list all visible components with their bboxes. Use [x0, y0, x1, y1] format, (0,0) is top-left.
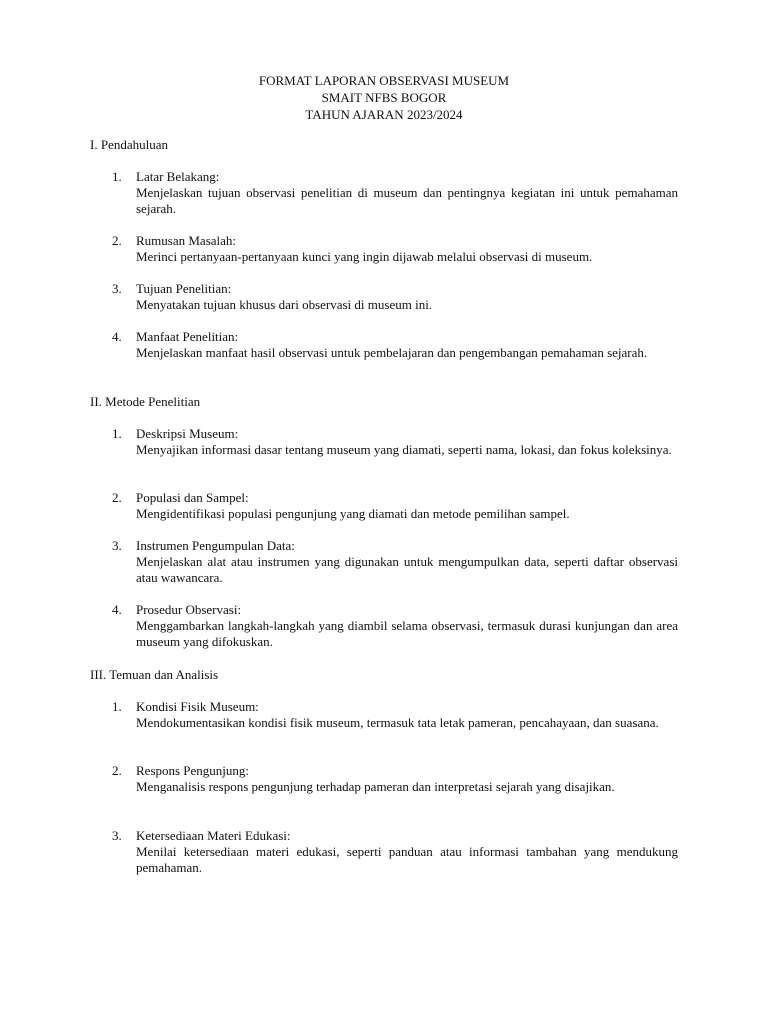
- item-description: Menjelaskan alat atau instrumen yang digunakan untuk mengumpulkan data, seperti daftar observasi atau wawancara.: [136, 554, 678, 585]
- item-title: Kondisi Fisik Museum:: [136, 699, 259, 714]
- item-title: Manfaat Penelitian:: [136, 329, 239, 344]
- section-heading: I. Pendahuluan: [90, 137, 168, 152]
- item-number: 2.: [112, 763, 122, 778]
- title-line: FORMAT LAPORAN OBSERVASI MUSEUM: [258, 73, 510, 88]
- item-number: 1.: [112, 169, 122, 184]
- item-description: Menganalisis respons pengunjung terhadap pameran dan interpretasi sejarah yang disajikan.: [136, 779, 615, 794]
- item-description: Menggambarkan langkah-langkah yang diambil selama observasi, termasuk durasi kunjungan dan area museum yang difokuskan.: [136, 618, 678, 649]
- title-line: SMAIT NFBS BOGOR: [321, 90, 447, 105]
- item-number: 3.: [112, 281, 122, 296]
- item-number: 2.: [112, 233, 122, 248]
- item-title: Prosedur Observasi:: [136, 602, 242, 617]
- item-title: Latar Belakang:: [136, 169, 220, 184]
- item-title: Instrumen Pengumpulan Data:: [136, 538, 295, 553]
- item-description: Mendokumentasikan kondisi fisik museum, termasuk tata letak pameran, pencahayaan, dan suasana.: [136, 715, 659, 730]
- item-title: Rumusan Masalah:: [136, 233, 237, 248]
- item-description: Menjelaskan tujuan observasi penelitian di museum dan pentingnya kegiatan ini untuk pemahaman sejarah.: [136, 185, 678, 216]
- item-title: Populasi dan Sampel:: [136, 490, 249, 505]
- item-number: 1.: [112, 699, 122, 714]
- document-title: [0, 72, 768, 123]
- item-title: Respons Pengunjung:: [136, 763, 250, 778]
- item-number: 3.: [112, 538, 122, 553]
- item-description: Menyajikan informasi dasar tentang museum yang diamati, seperti nama, lokasi, dan fokus koleksinya.: [136, 442, 672, 457]
- item-title: Ketersediaan Materi Edukasi:: [136, 828, 291, 843]
- item-title: Tujuan Penelitian:: [136, 281, 232, 296]
- title-line: TAHUN AJARAN 2023/2024: [305, 107, 463, 122]
- item-number: 1.: [112, 426, 122, 441]
- item-description: Menilai ketersediaan materi edukasi, seperti panduan atau informasi tambahan yang mendukung pemahaman.: [136, 844, 678, 875]
- section-heading: II. Metode Penelitian: [90, 394, 201, 409]
- item-number: 2.: [112, 490, 122, 505]
- item-description: Mengidentifikasi populasi pengunjung yang diamati dan metode pemilihan sampel.: [136, 506, 570, 521]
- item-number: 3.: [112, 828, 122, 843]
- item-number: 4.: [112, 602, 122, 617]
- section-heading: III. Temuan dan Analisis: [90, 667, 219, 682]
- item-description: Menyatakan tujuan khusus dari observasi di museum ini.: [136, 297, 433, 312]
- item-title: Deskripsi Museum:: [136, 426, 239, 441]
- item-number: 4.: [112, 329, 122, 344]
- item-description: Merinci pertanyaan-pertanyaan kunci yang ingin dijawab melalui observasi di museum.: [136, 249, 593, 264]
- item-description: Menjelaskan manfaat hasil observasi untuk pembelajaran dan pengembangan pemahaman sejarah.: [136, 345, 648, 360]
